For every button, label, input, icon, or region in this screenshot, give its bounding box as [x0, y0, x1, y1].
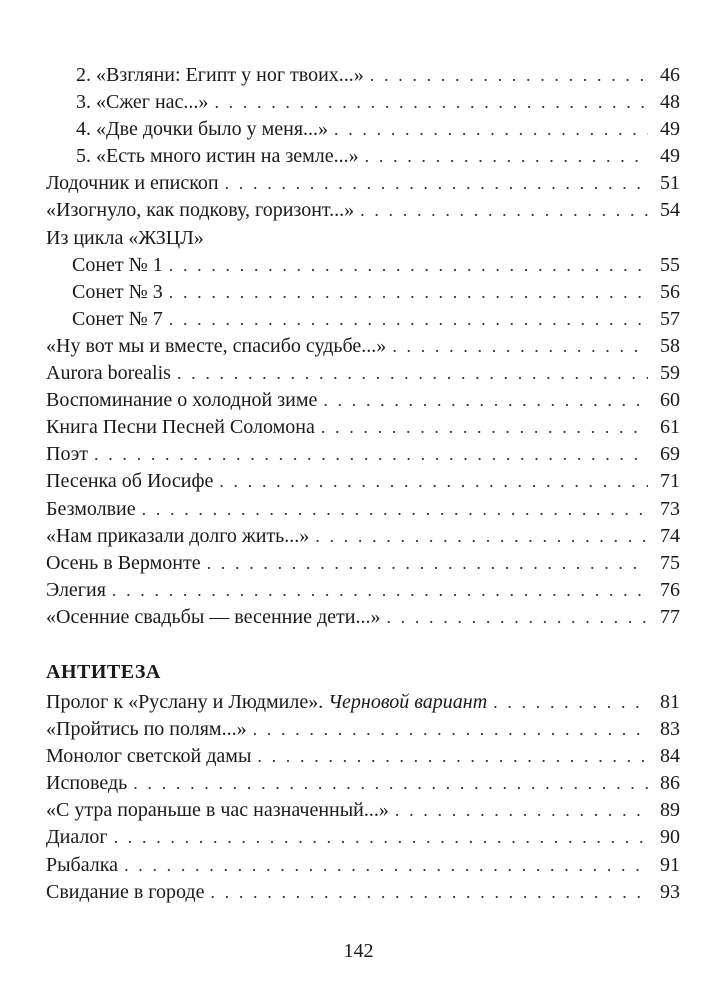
- toc-entry-page: 49: [660, 145, 680, 168]
- toc-section-1: [46, 62, 680, 631]
- toc-entry-title: Монолог светской дамы: [46, 745, 252, 768]
- dot-leader: [112, 577, 648, 604]
- toc-entry-title: Aurora borealis: [46, 362, 171, 385]
- toc-entry-page: 84: [660, 745, 680, 768]
- toc-entry-title: Сонет № 7: [72, 307, 163, 330]
- toc-entry-title: Диалог: [46, 826, 108, 849]
- toc-entry: [46, 143, 680, 170]
- toc-entry-page: 71: [660, 470, 680, 493]
- toc-entry: [46, 279, 680, 306]
- dot-leader: [321, 414, 648, 441]
- toc-entry-page: 56: [660, 280, 680, 303]
- dot-leader: [114, 824, 648, 851]
- dot-leader: [169, 306, 648, 333]
- toc-entry-page: 55: [660, 253, 680, 276]
- toc-entry: [46, 441, 680, 468]
- toc-entry-page: 90: [660, 826, 680, 849]
- toc-entry: [46, 689, 680, 716]
- toc-entry: [46, 387, 680, 414]
- toc-entry-title: Осень в Вермонте: [46, 551, 201, 574]
- toc-entry: [46, 62, 680, 89]
- toc-entry-title-main: Пролог к «Руслану и Людмиле».: [46, 691, 324, 713]
- toc-entry: [46, 852, 680, 879]
- toc-entry: [46, 797, 680, 824]
- toc-entry-title: Воспоминание о холодной зиме: [46, 389, 318, 412]
- toc-entry-title: Из цикла «ЖЗЦЛ»: [46, 226, 204, 249]
- toc-entry: [46, 170, 680, 197]
- toc-entry: [46, 414, 680, 441]
- toc-entry: [46, 577, 680, 604]
- toc-entry-page: 76: [660, 578, 680, 601]
- dot-leader: [365, 143, 648, 170]
- toc-entry-title: 5. «Есть много истин на земле...»: [76, 145, 359, 168]
- dot-leader: [177, 360, 648, 387]
- toc-entry-title: «С утра пораньше в час назначенный...»: [46, 799, 389, 822]
- dot-leader: [323, 387, 648, 414]
- toc-entry-page: 89: [660, 799, 680, 822]
- toc-subheading: [46, 225, 680, 252]
- toc-entry: [46, 879, 680, 906]
- toc-entry-title: Сонет № 1: [72, 253, 163, 276]
- toc-entry-page: 75: [660, 551, 680, 574]
- toc-section-2: [46, 689, 680, 906]
- toc-entry-page: 48: [660, 91, 680, 114]
- toc-entry-title: Книга Песни Песней Соломона: [46, 416, 315, 439]
- dot-leader: [94, 441, 648, 468]
- dot-leader: [253, 716, 648, 743]
- toc-entry-page: 73: [660, 497, 680, 520]
- toc-entry-page: 77: [660, 605, 680, 628]
- dot-leader: [370, 62, 648, 89]
- toc-entry: [46, 360, 680, 387]
- toc-entry: [46, 333, 680, 360]
- dot-leader: [386, 604, 648, 631]
- toc-entry-title: Рыбалка: [46, 853, 119, 876]
- dot-leader: [214, 89, 648, 116]
- toc-entry-title: «Нам приказали долго жить...»: [46, 524, 310, 547]
- dot-leader: [210, 879, 648, 906]
- toc-entry-page: 57: [660, 307, 680, 330]
- dot-leader: [225, 170, 648, 197]
- toc-entry-title: Свидание в городе: [46, 880, 205, 903]
- toc-entry-title: 4. «Две дочки было у меня...»: [76, 118, 329, 141]
- toc-entry-title: Песенка об Иосифе: [46, 470, 214, 493]
- toc-entry: [46, 824, 680, 851]
- dot-leader: [207, 550, 648, 577]
- dot-leader: [395, 797, 648, 824]
- toc-entry: [46, 197, 680, 224]
- dot-leader: [334, 116, 648, 143]
- toc-entry-title: Поэт: [46, 443, 89, 466]
- toc-entry: [46, 523, 680, 550]
- toc-entry: [46, 116, 680, 143]
- toc-entry-title: Элегия: [46, 578, 106, 601]
- toc-entry-page: 51: [660, 172, 680, 195]
- toc-entry: [46, 743, 680, 770]
- toc-entry-page: 54: [660, 199, 680, 222]
- toc-entry-title: 3. «Сжег нас...»: [76, 91, 209, 114]
- toc-entry: [46, 770, 680, 797]
- toc-entry-page: 86: [660, 772, 680, 795]
- dot-leader: [315, 523, 648, 550]
- toc-entry-title: [46, 689, 487, 716]
- toc-entry-page: 91: [660, 853, 680, 876]
- toc-entry: [46, 468, 680, 495]
- toc-entry-page: 49: [660, 118, 680, 141]
- dot-leader: [219, 468, 648, 495]
- page-number: 142: [343, 940, 374, 962]
- toc-entry-title: «Пройтись по полям...»: [46, 718, 247, 741]
- toc-entry-page: 81: [660, 691, 680, 713]
- toc-entry-title: Сонет № 3: [72, 280, 163, 303]
- toc-entry: [46, 604, 680, 631]
- toc-entry-page: 46: [660, 64, 680, 86]
- toc-entry: [46, 89, 680, 116]
- toc-entry-title: «Осенние свадьбы — весенние дети...»: [46, 605, 381, 628]
- section-heading: АНТИТЕЗА: [46, 661, 161, 683]
- toc-entry: [46, 306, 680, 333]
- dot-leader: [133, 770, 648, 797]
- toc-entry-page: 69: [660, 443, 680, 466]
- toc-entry-title: Безмолвие: [46, 497, 136, 520]
- dot-leader: [169, 279, 648, 306]
- toc-entry-title: «Изогнуло, как подкову, горизонт...»: [46, 199, 355, 222]
- toc-entry: [46, 716, 680, 743]
- toc-entry-title: 2. «Взгляни: Египт у ног твоих...»: [76, 64, 364, 86]
- toc-entry-title: «Ну вот мы и вместе, спасибо судьбе...»: [46, 334, 387, 357]
- toc-entry-page: 60: [660, 389, 680, 412]
- dot-leader: [257, 743, 648, 770]
- toc-entry-page: 61: [660, 416, 680, 439]
- toc-entry-page: 58: [660, 334, 680, 357]
- toc-entry-page: 74: [660, 524, 680, 547]
- dot-leader: [493, 689, 648, 716]
- toc-entry-title: Исповедь: [46, 772, 128, 795]
- toc-entry-page: 83: [660, 718, 680, 741]
- dot-leader: [169, 252, 648, 279]
- toc-entry-page: 93: [660, 880, 680, 903]
- toc-entry-title-italic: Черновой вариант: [328, 691, 488, 713]
- dot-leader: [360, 197, 648, 224]
- dot-leader: [392, 333, 648, 360]
- toc-entry: [46, 550, 680, 577]
- dot-leader: [142, 496, 648, 523]
- toc-entry-page: 59: [660, 362, 680, 385]
- dot-leader: [124, 852, 648, 879]
- toc-entry: [46, 252, 680, 279]
- toc-entry-title: Лодочник и епископ: [46, 172, 219, 195]
- toc-entry: [46, 496, 680, 523]
